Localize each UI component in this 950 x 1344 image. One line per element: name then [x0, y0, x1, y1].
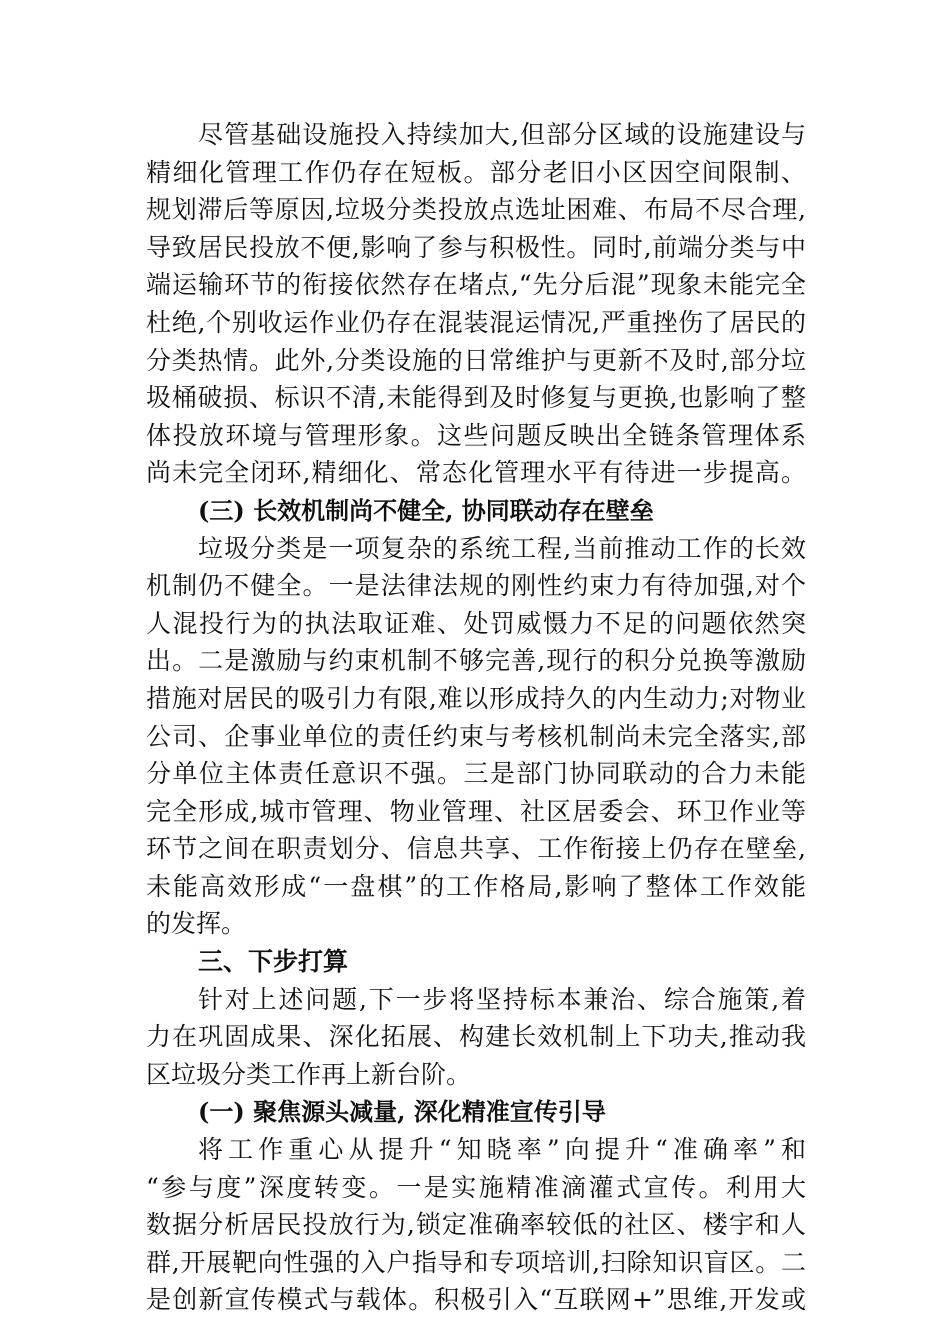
text-line: 未能高效形成“一盘棋”的工作格局,影响了整体工作效能 — [146, 871, 806, 901]
text-line: 环节之间在职责划分、信息共享、工作衔接上仍存在壁垒, — [146, 834, 806, 864]
text-line: 机制仍不健全。一是法律法规的刚性约束力有待加强,对个 — [146, 571, 806, 601]
text-line: 是创新宣传模式与载体。积极引入“互联网+”思维,开发或 — [146, 1285, 806, 1315]
text-line: 精细化管理工作仍存在短板。部分老旧小区因空间限制、 — [146, 157, 806, 187]
text-line: 的发挥。 — [146, 909, 247, 939]
text-line: 人混投行为的执法取证难、处罚威慑力不足的问题依然突 — [146, 608, 806, 638]
text-line: 尚未完全闭环,精细化、常态化管理水平有待进一步提高。 — [146, 458, 806, 488]
paragraph-facilities — [146, 116, 806, 492]
subheading-mechanism: (三) 长效机制尚不健全, 协同联动存在壁垒 — [198, 495, 654, 525]
text-line: 垃圾分类是一项复杂的系统工程,当前推动工作的长效 — [198, 533, 806, 563]
text-line: 杜绝,个别收运作业仍存在混装混运情况,严重挫伤了居民的 — [146, 307, 806, 337]
document-page — [146, 116, 806, 1319]
text-line: 分单位主体责任意识不强。三是部门协同联动的合力未能 — [146, 759, 806, 789]
text-line: 体投放环境与管理形象。这些问题反映出全链条管理体系 — [146, 420, 806, 450]
text-line: 规划滞后等原因,垃圾分类投放点选址困难、布局不尽合理, — [146, 195, 806, 225]
text-line: 导致居民投放不便,影响了参与积极性。同时,前端分类与中 — [146, 232, 806, 262]
text-line: 区垃圾分类工作再上新台阶。 — [146, 1059, 472, 1089]
text-line: 数据分析居民投放行为,锁定准确率较低的社区、楼宇和人 — [146, 1210, 806, 1240]
section-title-next-steps: 三、下步打算 — [198, 947, 349, 977]
text-line: 群,开展靶向性强的入户指导和专项培训,扫除知识盲区。二 — [146, 1247, 806, 1277]
paragraph-next-steps — [146, 981, 806, 1094]
text-line: 针对上述问题,下一步将坚持标本兼治、综合施策,着 — [198, 984, 806, 1014]
subheading-source-reduction: (一) 聚焦源头减量, 深化精准宣传引导 — [198, 1097, 606, 1127]
text-line: 措施对居民的吸引力有限,难以形成持久的内生动力;对物业 — [146, 683, 806, 713]
text-line: 将工作重心从提升“知晓率”向提升“准确率”和 — [198, 1135, 806, 1165]
text-line: 完全形成,城市管理、物业管理、社区居委会、环卫作业等 — [146, 796, 806, 826]
text-line: 尽管基础设施投入持续加大,但部分区域的设施建设与 — [198, 120, 806, 149]
text-line: 圾桶破损、标识不清,未能得到及时修复与更换,也影响了整 — [146, 383, 806, 413]
text-line: 分类热情。此外,分类设施的日常维护与更新不及时,部分垃 — [146, 345, 806, 375]
text-line: 端运输环节的衔接依然存在堵点,“先分后混”现象未能完全 — [146, 270, 806, 300]
text-line: “参与度”深度转变。一是实施精准滴灌式宣传。利用大 — [146, 1172, 806, 1202]
paragraph-source-reduction — [146, 1131, 806, 1319]
text-line: 公司、企事业单位的责任约束与考核机制尚未完全落实,部 — [146, 721, 806, 751]
text-line: 出。二是激励与约束机制不够完善,现行的积分兑换等激励 — [146, 646, 806, 676]
text-line: 力在巩固成果、深化拓展、构建长效机制上下功夫,推动我 — [146, 1022, 806, 1052]
paragraph-mechanism — [146, 530, 806, 944]
